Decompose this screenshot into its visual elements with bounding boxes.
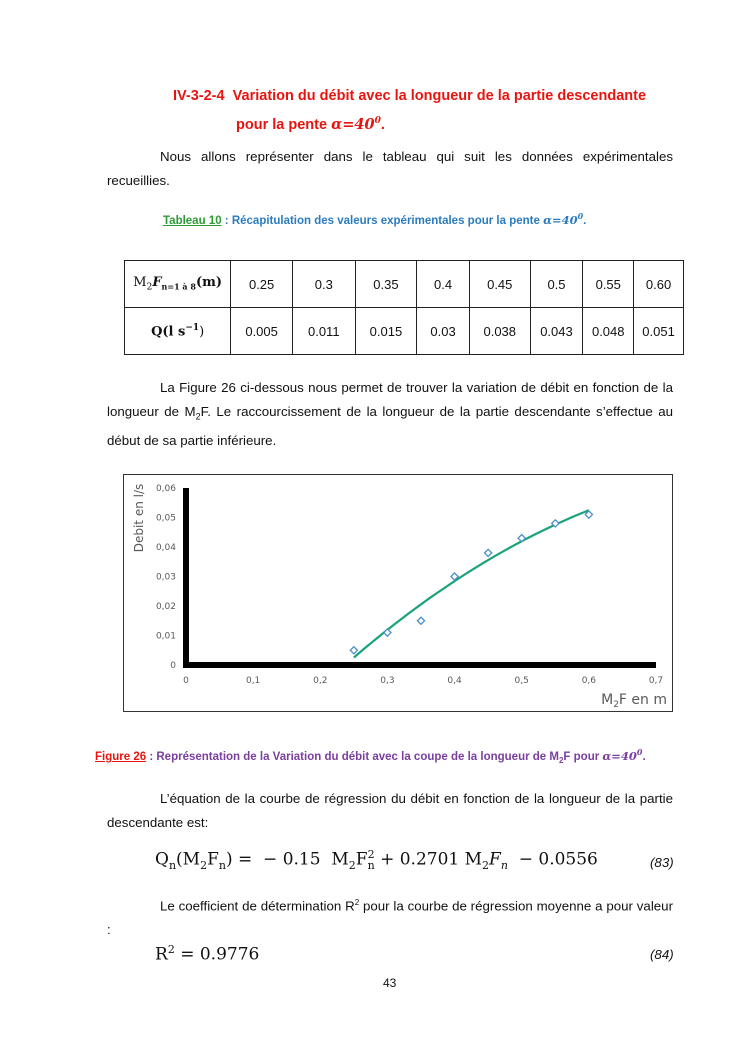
section-title-line2	[236, 116, 385, 133]
table-caption-text: : Récapitulation des valeurs expérimentales pour la pente	[224, 214, 540, 227]
table-cell: 0.011	[292, 308, 355, 355]
y-tick-label: 0,01	[155, 631, 176, 642]
eq83-fb-sup: 2	[367, 848, 375, 861]
table-header-flow	[125, 308, 231, 355]
figure-caption-sub: 2	[558, 756, 564, 766]
table-caption-label: Tableau 10	[163, 214, 222, 227]
x-tick-label: 0,7	[648, 676, 664, 686]
figure-caption-alpha-sup: 0	[636, 747, 643, 757]
y-tick-label: 0,02	[155, 602, 176, 612]
table-cell: 0.038	[469, 308, 530, 355]
figure-paragraph-sub: 2	[195, 411, 201, 422]
intro-paragraph: Nous allons représenter dans le tableau qui suit les données expérimentales recueillies.	[107, 149, 673, 188]
equation-84	[155, 943, 259, 965]
header-unit: (m)	[195, 275, 223, 291]
header-f-sub: n=1 à 8	[161, 281, 196, 292]
figure-caption	[95, 747, 646, 765]
header-q-close: )	[199, 324, 205, 340]
header-q-exp: −1	[185, 322, 200, 333]
table-cell: 0.60	[634, 261, 684, 308]
eq83-fb-sub: n	[367, 859, 375, 872]
y-axis-title: Debit en l/s	[132, 483, 146, 553]
eq83-f-sub: n	[218, 858, 226, 872]
table-cell: 0.5	[530, 261, 583, 308]
figure-paragraph-text1: La Figure 26 ci-dessous nous permet de trouver la variation de débit en fonction de la longueur de M	[107, 380, 673, 419]
table-caption	[163, 211, 586, 227]
table-caption-alpha	[543, 213, 583, 227]
eq83-fc: F	[489, 849, 501, 870]
y-tick-label: 0,03	[155, 572, 176, 583]
table-cell: 0.4	[417, 261, 470, 308]
x-tick-label: 0,1	[245, 676, 261, 686]
r2-text-pre: Le coefficient de détermination R	[160, 898, 355, 914]
table-cell: 0.3	[292, 261, 355, 308]
x-tick-label: 0,5	[514, 676, 529, 686]
r2-paragraph	[107, 891, 673, 942]
figure-caption-text: : Représentation de la Variation du débit avec la coupe de la longueur de M	[149, 750, 559, 763]
table-caption-period: .	[583, 214, 587, 227]
equation-84-number: (84)	[650, 947, 674, 962]
eq83-f: F	[207, 849, 219, 870]
section-alpha	[331, 116, 381, 133]
y-tick-label: 0,04	[155, 543, 176, 553]
equation-83	[155, 849, 598, 872]
table-cell: 0.005	[231, 308, 293, 355]
table-header-length	[125, 261, 231, 308]
table-cell: 0.03	[417, 308, 470, 355]
figure-caption-period: .	[642, 750, 646, 763]
eq84-sup: 2	[167, 943, 175, 956]
eq83-s2b: 2	[348, 858, 356, 872]
equation-paragraph: L’équation de la courbe de régression du débit en fonction de la longueur de la partie descendante est:	[107, 791, 673, 830]
eq83-fc-sub: n	[500, 858, 508, 872]
table-cell: 0.043	[530, 308, 583, 355]
table-cell: 0.048	[583, 308, 634, 355]
chart	[123, 474, 673, 712]
eq83-mid: ) = − 0.15 M	[225, 849, 349, 870]
x-tick-label: 0,2	[313, 676, 328, 686]
x-axis-title-sub: 2	[613, 700, 619, 710]
section-alpha-value: α=40	[331, 116, 375, 133]
x-tick-label: 0	[183, 676, 189, 686]
figure-paragraph-text2: F. Le raccourcissement de la longueur de la partie descendante s’effectue au début de sa partie inférieure.	[107, 404, 673, 448]
y-tick-label: 0,05	[155, 513, 176, 524]
header-m: M	[133, 275, 147, 291]
table-caption-alpha-sup: 0	[577, 211, 584, 221]
table-cell: 0.45	[469, 261, 530, 308]
data-table	[124, 260, 684, 355]
header-m-sub: 2	[146, 282, 153, 293]
figure-caption-alpha-value: α=40	[602, 748, 637, 763]
eq84-value: = 0.9776	[174, 944, 260, 965]
table-row	[125, 308, 684, 355]
eq83-s2: 2	[200, 858, 208, 872]
eq83-q: Q	[155, 849, 169, 870]
x-axis-title	[601, 692, 667, 710]
table-cell: 0.55	[583, 261, 634, 308]
figure-paragraph	[107, 376, 673, 453]
eq83-fb: F	[355, 849, 368, 870]
eq83-mid2: + 0.2701 M	[374, 849, 483, 870]
page-number: 43	[383, 976, 397, 990]
eq83-open: (M	[176, 849, 201, 870]
section-title-text: Variation du débit avec la longueur de la partie descendante	[232, 88, 647, 104]
table-row	[125, 261, 684, 308]
eq83-s2c: 2	[482, 858, 490, 872]
x-tick-label: 0,6	[581, 676, 597, 686]
figure-caption-alpha	[602, 749, 642, 763]
table-cell: 0.25	[231, 261, 293, 308]
x-axis-title-post: F en m	[618, 692, 667, 708]
table-cell: 0.015	[355, 308, 417, 355]
header-q-unit: (l s	[162, 324, 186, 340]
x-tick-label: 0,3	[380, 676, 395, 686]
figure-caption-label: Figure 26	[95, 750, 147, 763]
equation-83-number: (83)	[650, 855, 674, 870]
table-cell: 0.35	[355, 261, 417, 308]
section-alpha-sup: 0	[374, 116, 381, 127]
x-axis-title-pre: M	[601, 692, 614, 708]
header-f: F	[152, 275, 162, 291]
figure-caption-text-post: F pour	[563, 750, 600, 763]
r2-text-post: pour la courbe de régression moyenne a pour valeur :	[107, 898, 673, 938]
eq84-r: R	[155, 944, 168, 965]
eq83-end: − 0.0556	[507, 849, 598, 870]
y-tick-label: 0,06	[155, 484, 176, 494]
section-period: .	[380, 117, 385, 133]
section-number: IV-3-2-4	[173, 88, 225, 104]
section-title-line1	[173, 88, 646, 104]
y-tick-label: 0	[170, 661, 176, 671]
table-caption-alpha-value: α=40	[543, 212, 578, 227]
eq83-q-sub: n	[168, 858, 177, 872]
section-title-line2-text: pour la pente	[236, 117, 328, 133]
x-tick-label: 0,4	[447, 676, 462, 686]
header-q: Q	[151, 324, 163, 340]
table-cell: 0.051	[634, 308, 684, 355]
r2-sup: 2	[354, 898, 360, 907]
